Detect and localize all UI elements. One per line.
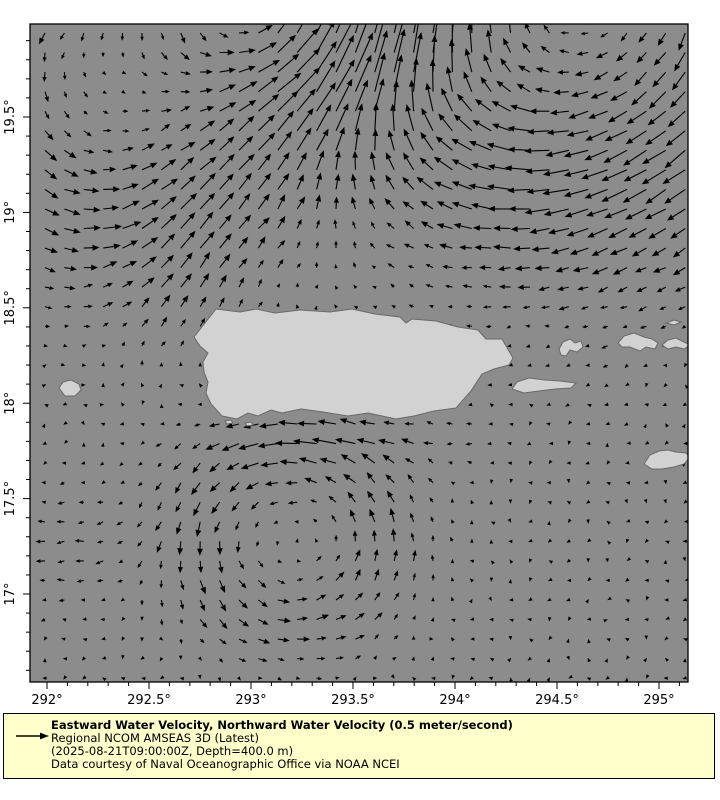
y-axis-tick-label: 18° bbox=[3, 391, 18, 415]
y-axis-tick-label: 18.5° bbox=[3, 290, 18, 326]
y-axis-tick-label: 19.5° bbox=[3, 99, 18, 135]
legend-title: Eastward Water Velocity, Northward Water Velocity (0.5 meter/second) bbox=[51, 718, 513, 732]
legend-dataset: Regional NCOM AMSEAS 3D (Latest) bbox=[51, 731, 260, 745]
x-axis-tick-label: 295° bbox=[643, 693, 675, 708]
x-axis-tick-label: 293° bbox=[235, 693, 267, 708]
x-axis-tick-label: 293.5° bbox=[331, 693, 375, 708]
x-axis-tick-label: 292° bbox=[31, 693, 63, 708]
y-axis-tick-label: 19° bbox=[3, 200, 18, 224]
y-axis-tick-label: 17.5° bbox=[3, 480, 18, 517]
land-polygon-caja-de-muertos-cay bbox=[225, 420, 233, 424]
land-polygon-south-coast-cay bbox=[245, 422, 253, 426]
legend-box bbox=[3, 713, 715, 779]
x-axis-tick-label: 292.5° bbox=[127, 693, 171, 708]
x-axis-tick-label: 294.5° bbox=[535, 693, 579, 708]
y-axis-tick-label: 17° bbox=[3, 582, 18, 606]
legend-time-depth: (2025-08-21T09:00:00Z, Depth=400.0 m) bbox=[51, 744, 294, 758]
legend-attribution: Data courtesy of Naval Oceanographic Office via NOAA NCEI bbox=[51, 757, 400, 771]
reference-arrow-icon bbox=[15, 730, 51, 742]
x-axis-tick-label: 294° bbox=[439, 693, 471, 708]
